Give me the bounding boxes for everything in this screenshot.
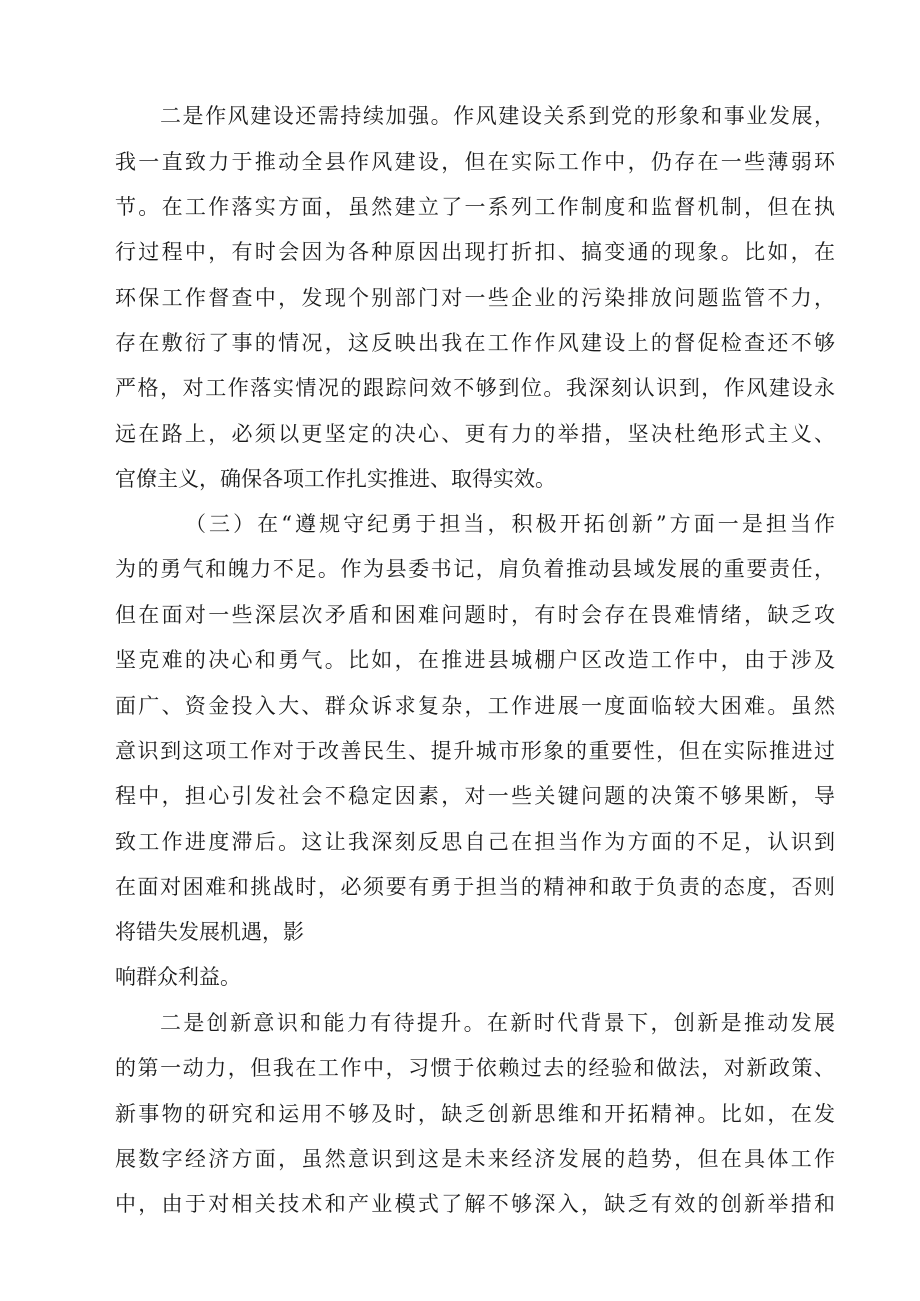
paragraph-line: 远在路上，必须以更坚定的决心、更有力的举措，坚决杜绝形式主义、 (115, 422, 835, 446)
paragraph-line: 行过程中，有时会因为各种原因出现打折扣、搞变通的现象。比如，在 (115, 240, 835, 264)
paragraph-line: 意识到这项工作对于改善民生、提升城市形象的重要性，但在实际推进过 (115, 739, 835, 763)
paragraph-line: 我一直致力于推动全县作风建设，但在实际工作中，仍存在一些薄弱环 (115, 150, 835, 174)
paragraph-line: 中，由于对相关技术和产业模式了解不够深入，缺乏有效的创新举措和 (115, 1192, 835, 1216)
paragraph-line: 程中，担心引发社会不稳定因素，对一些关键问题的决策不够果断，导 (115, 784, 835, 808)
paragraph-line: 新事物的研究和运用不够及时，缺乏创新思维和开拓精神。比如，在发 (115, 1102, 835, 1126)
paragraph-line: 存在敷衍了事的情况，这反映出我在工作作风建设上的督促检查还不够 (115, 331, 835, 355)
paragraph-line: 二是作风建设还需持续加强。作风建设关系到党的形象和事业发展， (160, 104, 835, 128)
paragraph-line: 坚克难的决心和勇气。比如，在推进县城棚户区改造工作中，由于涉及 (115, 648, 835, 672)
paragraph-line: 为的勇气和魄力不足。作为县委书记，肩负着推动县域发展的重要责任， (115, 557, 835, 581)
paragraph-line: 展数字经济方面，虽然意识到这是未来经济发展的趋势，但在具体工作 (115, 1147, 835, 1171)
section-heading-line: （三）在“遵规守纪勇于担当，积极开拓创新”方面一是担当作 (185, 512, 835, 536)
paragraph-line: 面广、资金投入大、群众诉求复杂，工作进展一度面临较大困难。虽然 (115, 694, 835, 718)
paragraph-line: 节。在工作落实方面，虽然建立了一系列工作制度和监督机制，但在执 (115, 195, 835, 219)
paragraph-line: 在面对困难和挑战时，必须要有勇于担当的精神和敢于负责的态度，否则 (115, 875, 835, 899)
paragraph-line: 的第一动力，但我在工作中，习惯于依赖过去的经验和做法，对新政策、 (115, 1056, 835, 1080)
paragraph-line: 但在面对一些深层次矛盾和困难问题时，有时会存在畏难情绪，缺乏攻 (115, 603, 835, 627)
paragraph-line: 严格，对工作落实情况的跟踪问效不够到位。我深刻认识到，作风建设永 (115, 376, 835, 400)
paragraph-line: 环保工作督查中，发现个别部门对一些企业的污染排放问题监管不力， (115, 286, 835, 310)
paragraph-line: 致工作进度滞后。这让我深刻反思自己在担当作为方面的不足，认识到 (115, 830, 835, 854)
paragraph-line: 官僚主义，确保各项工作扎实推进、取得实效。 (115, 467, 556, 491)
paragraph-line: 将错失发展机遇，影 (115, 920, 304, 944)
paragraph-line: 响群众利益。 (115, 965, 241, 989)
paragraph-line: 二是创新意识和能力有待提升。在新时代背景下，创新是推动发展 (160, 1011, 835, 1035)
